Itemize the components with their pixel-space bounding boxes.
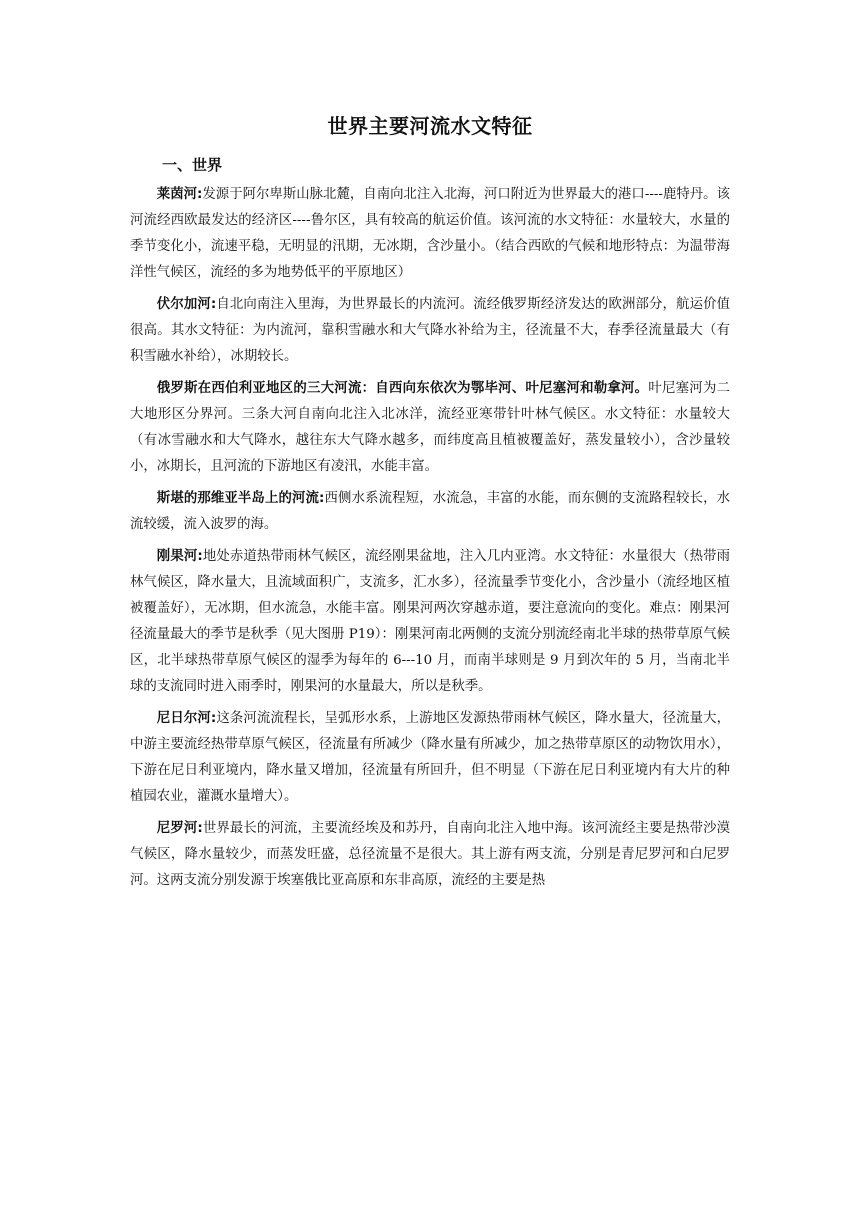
paragraph-scandinavia	[130, 486, 730, 538]
paragraph-niger	[130, 706, 730, 810]
paragraph-lead: 斯堪的那维亚半岛上的河流:	[156, 491, 325, 506]
paragraph-volga	[130, 292, 730, 370]
paragraph-lead: 尼日尔河:	[156, 711, 217, 726]
paragraph-lead: 刚果河:	[156, 549, 203, 564]
paragraph-lead: 莱茵河:	[156, 187, 203, 202]
paragraph-nile	[130, 816, 730, 894]
paragraph-body: 地处赤道热带雨林气候区，流经刚果盆地，注入几内亚湾。水文特征：水量很大（热带雨林气候区，降水量大，且流域面积广，支流多，汇水多），径流量季节变化小，含沙量小（流经地区植被覆盖好），无冰期，但水流急，水能丰富。刚果河两次穿越赤道，要注意流向的变化。难点：刚果河径流量最大的季节是秋季（见大图册 P19）：刚果河南北两侧的支流分别流经南北半球的热带草原气候区，北半球热带草原气候区的湿季为每年的 6---10 月，而南半球则是 9 月到次年的 5 月，当南北半球的支流同时进入雨季时，刚果河的水量最大，所以是秋季。	[130, 549, 730, 694]
paragraph-body: 发源于阿尔卑斯山脉北麓，自南向北注入北海，河口附近为世界最大的港口----鹿特丹。该河流经西欧最发达的经济区----鲁尔区，具有较高的航运价值。该河流的水文特征：水量较大，水量的季节变化小，流速平稳，无明显的汛期，无冰期，含沙量小。（结合西欧的气候和地形特点：为温带海洋性气候区，流经的多为地势低平的平原地区）	[130, 187, 730, 280]
paragraph-rhine	[130, 182, 730, 286]
paragraph-lead: 伏尔加河:	[156, 297, 217, 312]
paragraph-lead: 尼罗河:	[156, 821, 203, 836]
document-title: 世界主要河流水文特征	[327, 114, 533, 138]
paragraph-body: 西侧水系流程短，水流急，丰富的水能，而东侧的支流路程较长，水流较缓，流入波罗的海。	[130, 491, 731, 532]
document-page	[130, 112, 730, 900]
paragraph-siberia-rivers	[130, 376, 730, 480]
paragraph-lead: 俄罗斯在西伯利亚地区的三大河流：自西向东依次为鄂毕河、叶尼塞河和勒拿河。	[156, 381, 649, 396]
paragraph-body: 世界最长的河流，主要流经埃及和苏丹，自南向北注入地中海。该河流经主要是热带沙漠气候区，降水量较少，而蒸发旺盛，总径流量不是很大。其上游有两支流，分别是青尼罗河和白尼罗河。这两支流分别发源于埃塞俄比亚高原和东非高原，流经的主要是热	[130, 821, 730, 888]
paragraph-body: 叶尼塞河为二大地形区分界河。三条大河自南向北注入北冰洋，流经亚寒带针叶林气候区。水文特征：水量较大（有冰雪融水和大气降水，越往东大气降水越多，而纬度高且植被覆盖好，蒸发量较小），含沙量较小，冰期长，且河流的下游地区有凌汛，水能丰富。	[130, 381, 731, 474]
section-heading: 一、世界	[162, 156, 223, 174]
paragraph-body: 这条河流流程长，呈弧形水系，上游地区发源热带雨林气候区，降水量大，径流量大，中游主要流经热带草原气候区，径流量有所减少（降水量有所减少，加之热带草原区的动物饮用水），下游在尼日利亚境内，降水量又增加，径流量有所回升，但不明显（下游在尼日利亚境内有大片的种植园农业，灌溉水量增大）。	[130, 711, 730, 804]
paragraph-body: 自北向南注入里海，为世界最长的内流河。流经俄罗斯经济发达的欧洲部分，航运价值很高。其水文特征：为内流河，靠积雪融水和大气降水补给为主，径流量不大，春季径流量最大（有积雪融水补给），冰期较长。	[130, 297, 730, 364]
paragraph-congo	[130, 544, 730, 700]
